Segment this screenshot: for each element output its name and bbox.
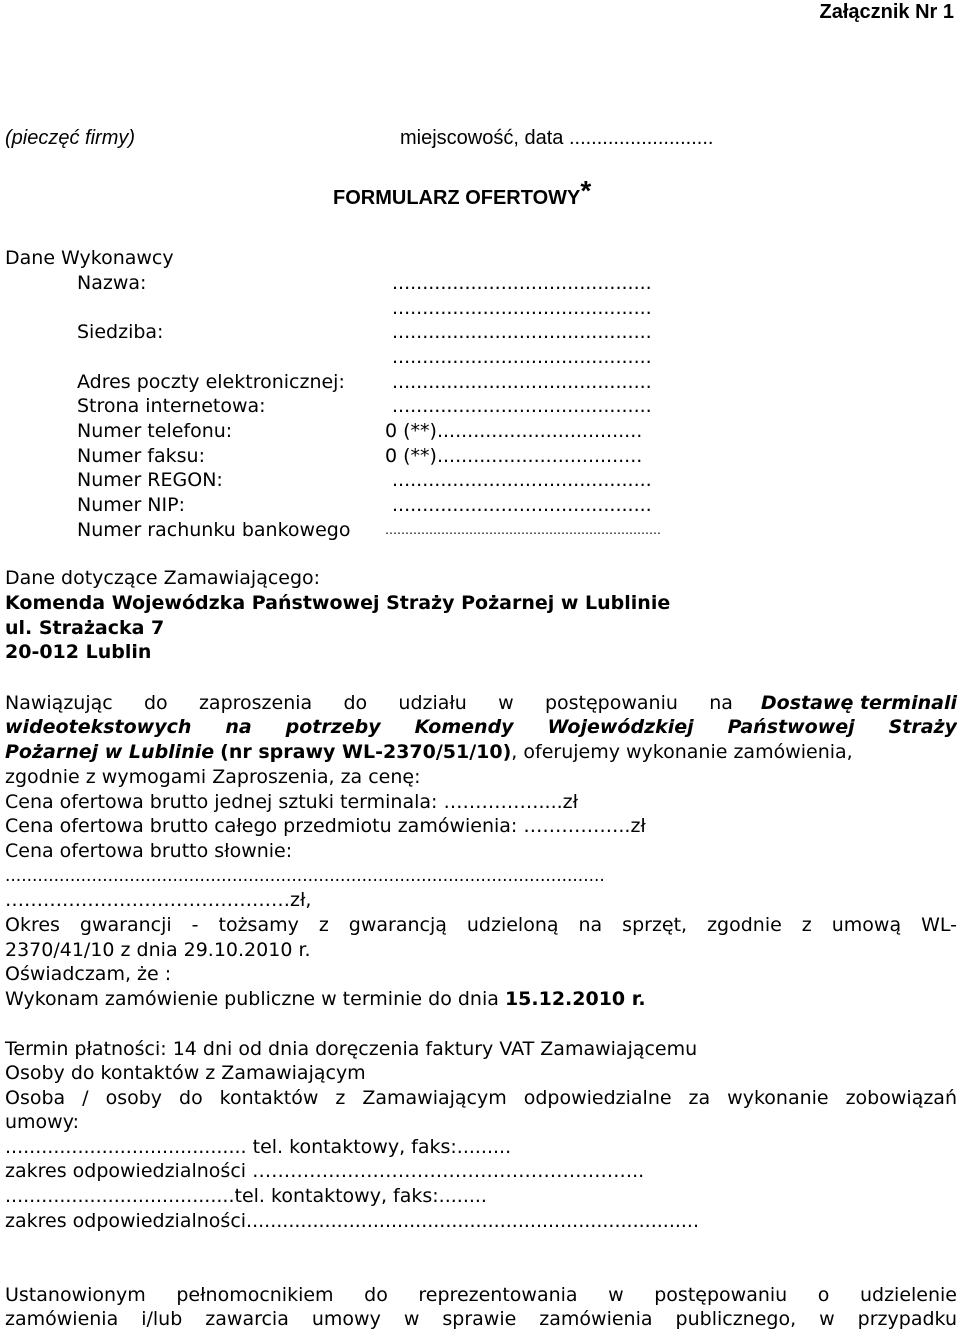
proxy-line-1: Ustanowionym pełnomocnikiem do reprezentowania w postępowaniu o udzielenie <box>5 1284 957 1306</box>
price-total: Cena ofertowa brutto całego przedmiotu zamówienia: ……………..zł <box>5 815 646 837</box>
orderer-heading: Dane dotyczące Zamawiającego: <box>5 567 321 589</box>
offer-subject-c: Pożarnej w Lublinie <box>5 741 215 763</box>
field-label-bank: Numer rachunku bankowego <box>77 519 351 541</box>
offer-line-3 <box>5 740 957 764</box>
declaration-label: Oświadczam, że : <box>5 963 172 985</box>
field-value-regon: ........................................... <box>392 469 652 491</box>
contact-1-phone: ........................................ tel. kontaktowy, faks:......... <box>5 1136 512 1158</box>
price-words-dots: ............................................................................................................... <box>5 866 605 886</box>
price-words-label: Cena ofertowa brutto słownie: <box>5 840 293 862</box>
offer-line-4: zgodnie z wymogami Zaproszenia, za cenę: <box>5 766 421 788</box>
field-value-phone: 0 (**).................................. <box>385 420 643 442</box>
field-value-nip: ........................................... <box>392 494 652 516</box>
deadline-date: 15.12.2010 r. <box>504 988 646 1010</box>
orderer-city: 20-012 Lublin <box>5 641 152 663</box>
orderer-name: Komenda Wojewódzka Państwowej Straży Pożarnej w Lublinie <box>5 592 671 614</box>
offer-subject-a: Dostawę terminali <box>760 692 957 714</box>
offer-line-3-text: , oferujemy wykonanie zamówienia, <box>511 741 853 763</box>
contact-2-scope: zakres odpowiedzialności........................................................................... <box>5 1210 700 1232</box>
deadline-text: Wykonam zamówienie publiczne w terminie do dnia <box>5 988 499 1010</box>
offer-subject-b: wideotekstowych na potrzeby Komendy Wojewódzkiej Państwowej Straży <box>5 716 957 738</box>
orderer-street: ul. Strażacka 7 <box>5 617 165 639</box>
form-title <box>333 175 592 210</box>
field-label-nip: Numer NIP: <box>77 494 185 516</box>
field-value-bank: …………………………………………………………… <box>385 523 661 537</box>
form-title-star: * <box>580 175 592 206</box>
offer-line-1 <box>5 691 957 715</box>
field-label-phone: Numer telefonu: <box>77 420 233 442</box>
contact-persons-heading: Osoby do kontaktów z Zamawiającym <box>5 1062 366 1084</box>
price-words-zl: ………………………………………zł, <box>5 889 312 911</box>
field-value-fax: 0 (**).................................. <box>385 445 643 467</box>
field-label-website: Strona internetowa: <box>77 395 266 417</box>
field-value-seat: ........................................... <box>392 321 652 343</box>
contractor-heading: Dane Wykonawcy <box>5 247 174 269</box>
field-label-regon: Numer REGON: <box>77 469 223 491</box>
attachment-label: Załącznik Nr 1 <box>819 1 954 23</box>
payment-term: Termin płatności: 14 dni od dnia doręczenia faktury VAT Zamawiającemu <box>5 1038 698 1060</box>
case-number: (nr sprawy WL-2370/51/10) <box>220 741 512 763</box>
field-label-email: Adres poczty elektronicznej: <box>77 371 345 393</box>
warranty-line-2: 2370/41/10 z dnia 29.10.2010 r. <box>5 939 311 961</box>
deadline-line <box>5 987 646 1011</box>
contact-2-phone: ......................................tel. kontaktowy, faks:........ <box>5 1185 487 1207</box>
place-date-field: miejscowość, data .......................... <box>400 127 714 149</box>
form-title-text: FORMULARZ OFERTOWY <box>333 187 581 209</box>
contact-1-scope: zakres odpowiedzialności …………………………………………………….. <box>5 1160 645 1182</box>
field-value-website: ........................................... <box>392 395 652 417</box>
field-value-seat-2: ........................................... <box>392 346 652 368</box>
offer-line-1-text: Nawiązując do zaproszenia do udziału w postępowaniu na <box>5 692 733 714</box>
field-value-name-2: ........................................... <box>392 297 652 319</box>
field-value-email: ........................................... <box>392 371 652 393</box>
field-value-name: ........................................... <box>392 272 652 294</box>
responsible-persons-line-1: Osoba / osoby do kontaktów z Zamawiającym odpowiedzialne za wykonanie zobowiązań <box>5 1087 957 1109</box>
field-label-seat: Siedziba: <box>77 321 164 343</box>
proxy-line-2: zamówienia i/lub zawarcia umowy w sprawie zamówienia publicznego, w przypadku <box>5 1308 957 1330</box>
company-stamp-label: (pieczęć firmy) <box>5 127 136 149</box>
warranty-line-1: Okres gwarancji - tożsamy z gwarancją udzieloną na sprzęt, zgodnie z umową WL- <box>5 914 957 936</box>
field-label-name: Nazwa: <box>77 272 147 294</box>
field-label-fax: Numer faksu: <box>77 445 205 467</box>
price-unit: Cena ofertowa brutto jednej sztuki terminala: ……………....zł <box>5 791 579 813</box>
responsible-persons-line-2: umowy: <box>5 1111 79 1133</box>
